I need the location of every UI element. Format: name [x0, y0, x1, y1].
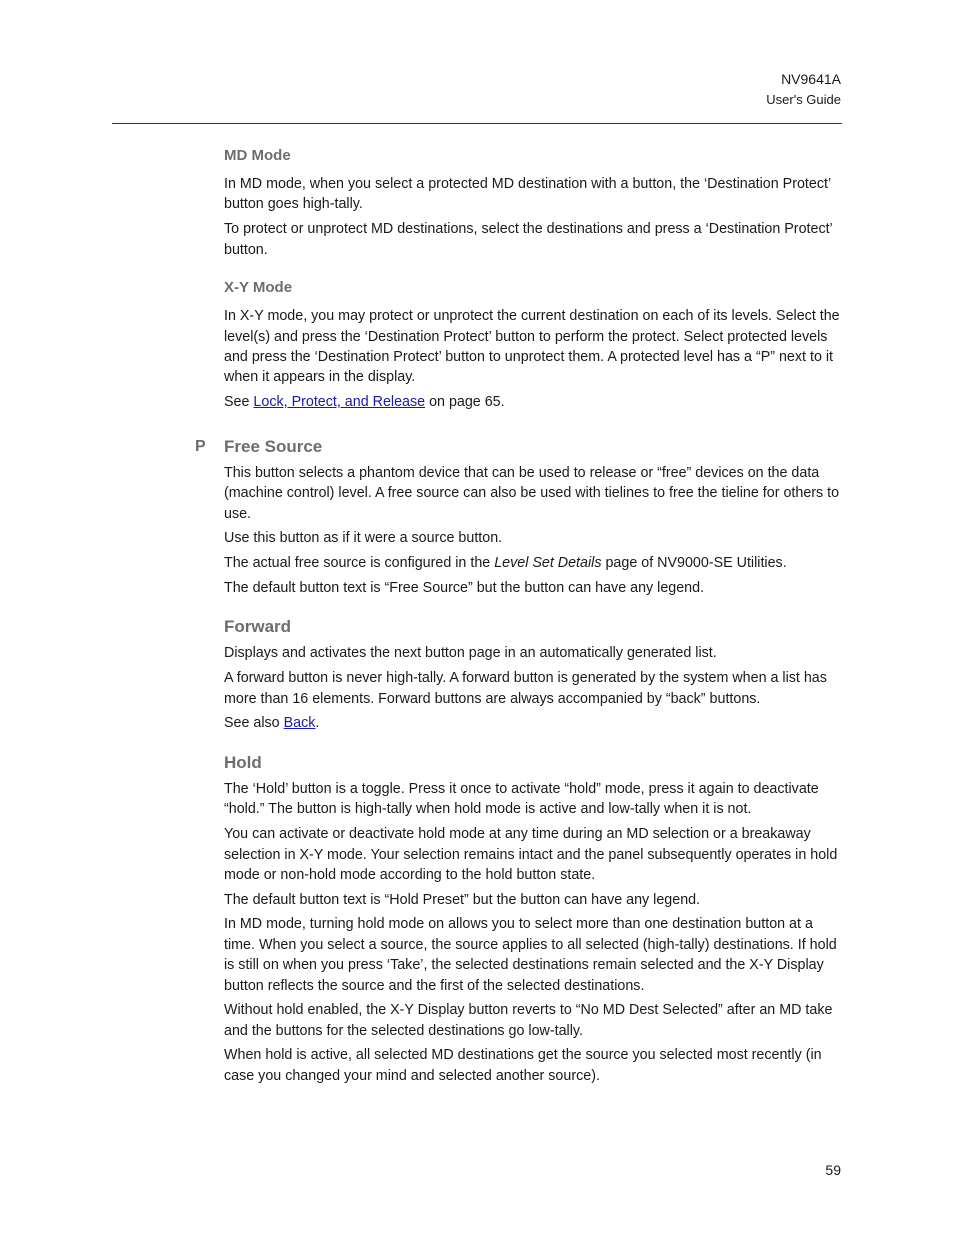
hold-paragraph: Without hold enabled, the X-Y Display button reverts to “No MD Dest Selected” after an MD take and the buttons for the selected destinations go low-tally.	[224, 1002, 833, 1039]
md-mode-paragraph: To protect or unprotect MD destinations, select the destinations and press a ‘Destination Protect’ button.	[224, 221, 833, 258]
see-prefix: See	[224, 394, 254, 411]
text-span: The actual free source is configured in the	[224, 555, 495, 572]
free-source-heading	[195, 436, 842, 458]
hold-paragraph: The default button text is “Hold Preset” but the button can have any legend.	[224, 891, 701, 908]
forward-heading: Forward	[224, 617, 292, 637]
document-subtitle: User's Guide	[766, 92, 841, 107]
hold-paragraph: When hold is active, all selected MD destinations get the source you selected most recently (in case you changed your mind and selected another source).	[224, 1047, 822, 1084]
page-content	[195, 146, 842, 1090]
xy-mode-heading: X-Y Mode	[224, 279, 293, 297]
hold-paragraph: You can activate or deactivate hold mode at any time during an MD selection or a breakaway selection in X-Y mode. Your selection remains intact and the panel subsequently operates in hold mode or non-hold mode according to the hold button state.	[224, 826, 838, 883]
see-suffix: on page 65.	[425, 394, 505, 411]
see-prefix: See also	[224, 715, 284, 732]
hold-heading: Hold	[224, 752, 262, 772]
free-source-paragraph: This button selects a phantom device that can be used to release or “free” devices on the data (machine control) level. A free source can also be used with tielines to free the tieline for others to use.	[224, 464, 840, 522]
page-header	[766, 70, 841, 109]
forward-paragraph: A forward button is never high-tally. A forward button is generated by the system when a list has more than 16 elements. Forward buttons are always accompanied by “back” buttons.	[224, 670, 827, 707]
md-mode-heading: MD Mode	[224, 147, 291, 164]
forward-see-line	[224, 713, 842, 733]
free-source-paragraph: Use this button as if it were a source button.	[224, 530, 503, 547]
xy-mode-see-line	[224, 392, 842, 412]
page-number: 59	[825, 1162, 841, 1178]
hold-paragraph: In MD mode, turning hold mode on allows you to select more than one destination button at a time. When you select a source, the source applies to all selected (high-tally) destinations. If hold is still on when you press ‘Take’, the selected destinations remain selected and the X-Y Display button reflects the source and the first of the selected destinations.	[224, 916, 837, 994]
section-letter: P	[195, 437, 206, 455]
xy-mode-paragraph: In X-Y mode, you may protect or unprotect the current destination on each of its levels. Select the level(s) and press the ‘Destination Protect’ button to perform the protect. Select protected levels and press the ‘Destination Protect’ button to unprotect them. A protected level has a “P” next to it when it appears in the display.	[224, 308, 840, 386]
md-mode-paragraph: In MD mode, when you select a protected MD destination with a button, the ‘Destination Protect’ button goes high-tally.	[224, 176, 831, 213]
text-span: page of NV9000-SE Utilities.	[601, 555, 787, 572]
header-rule	[112, 123, 842, 124]
document-id: NV9641A	[781, 71, 841, 87]
lock-protect-release-link[interactable]: Lock, Protect, and Release	[253, 394, 426, 411]
level-set-details-term: Level Set Details	[494, 555, 602, 572]
see-suffix: .	[315, 715, 320, 732]
back-link[interactable]: Back	[283, 715, 316, 732]
free-source-paragraph: The default button text is “Free Source” but the button can have any legend.	[224, 579, 705, 596]
forward-paragraph: Displays and activates the next button page in an automatically generated list.	[224, 645, 717, 662]
free-source-paragraph	[224, 553, 842, 573]
hold-paragraph: The ‘Hold’ button is a toggle. Press it once to activate “hold” mode, press it again to deactivate “hold.” The button is high-tally when hold mode is active and low-tally when it is not.	[224, 780, 819, 818]
free-source-title: Free Source	[224, 436, 323, 456]
